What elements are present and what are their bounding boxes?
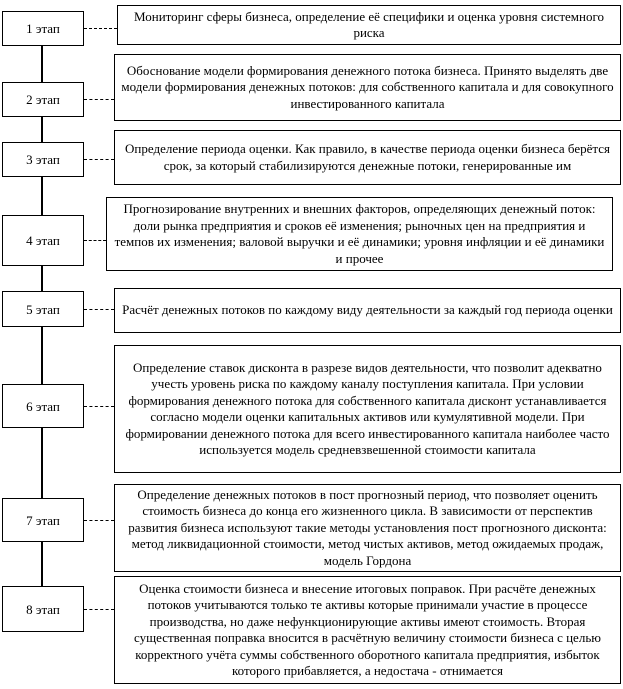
- stage-5-box: [2, 291, 84, 327]
- stage-4-description: Прогнозирование внутренних и внешних факторов, определяющих денежный поток: доли рынка предприятия и сроков её изменения; рыночных цен на предприятия и темпов их изменения; валовой выручки и её динамики; уровня инфляции и её динамики и прочее: [106, 197, 613, 271]
- stage-8-connector: [84, 609, 114, 610]
- stage-8-label: 8 этап: [26, 601, 60, 617]
- stage-5-description: Расчёт денежных потоков по каждому виду деятельности за каждый год периода оценки: [114, 288, 621, 333]
- stage-1-box: [2, 11, 84, 46]
- stage-1-connector: [84, 28, 117, 29]
- stage-6-box: [2, 384, 84, 428]
- stage-2-box: [2, 82, 84, 117]
- stage-1-label: 1 этап: [26, 21, 60, 36]
- stage-4-box: [2, 215, 84, 266]
- stage-4-label: 4 этап: [26, 233, 60, 248]
- stage-1-description: Мониторинг сферы бизнеса, определение её специфики и оценка уровня системного риска: [117, 5, 621, 45]
- stage-2-label: 2 этап: [26, 92, 60, 107]
- stage-7-connector: [84, 520, 114, 521]
- stage-7-description: Определение денежных потоков в пост прогнозный период, что позволяет оценить стоимость бизнеса до конца его жизненного цикла. В зависимости от перспектив развития бизнеса используют такие методы установления пост прогнозного дисконта: метод ликвидационной стоимости, метод чистых активов, метод ожидаемых продаж, модель Гордона: [114, 484, 621, 572]
- stage-3-box: [2, 142, 84, 177]
- stage-3-label: 3 этап: [26, 152, 60, 167]
- stage-7-box: [2, 498, 84, 542]
- stage-7-label: 7 этап: [26, 512, 60, 528]
- stage-2-description: Обоснование модели формирования денежного потока бизнеса. Принято выделять две модели формирования денежных потоков: для собственного капитала и для совокупного инвестированного капитала: [114, 54, 621, 121]
- stage-6-description: Определение ставок дисконта в разрезе видов деятельности, что позволит адекватно учесть уровень риска по каждому каналу поступления капитала. При условии формирования денежного потока для собственного капитала дисконт устанавливается согласно модели оценки капитальных активов или кумулятивной модели. При формировании денежного потока для всего инвестированного капитала наиболее часто используется модель средневзвешенной стоимости капитала: [114, 345, 621, 473]
- stage-3-description: Определение периода оценки. Как правило, в качестве периода оценки бизнеса берётся срок, за который стабилизируются денежные потоки, генерированные им: [114, 130, 621, 185]
- stage-8-description: Оценка стоимости бизнеса и внесение итоговых поправок. При расчёте денежных потоков учитываются только те активы которые принимали участие в процессе производства, но даже нефункционирующие активы имеют стоимость. Вторая существенная поправка вносится в расчётную величину стоимости бизнеса с целью корректного учёта суммы собственного оборотного капитала предприятия, избыток которого прибавляется, а недостача - отнимается: [114, 576, 621, 684]
- stage-6-label: 6 этап: [26, 398, 60, 414]
- stage-4-connector: [84, 240, 106, 241]
- stage-2-connector: [84, 99, 114, 100]
- stage-5-connector: [84, 309, 114, 310]
- stage-8-box: [2, 586, 84, 632]
- stage-3-connector: [84, 159, 114, 160]
- stage-5-label: 5 этап: [26, 301, 60, 317]
- stage-6-connector: [84, 406, 114, 407]
